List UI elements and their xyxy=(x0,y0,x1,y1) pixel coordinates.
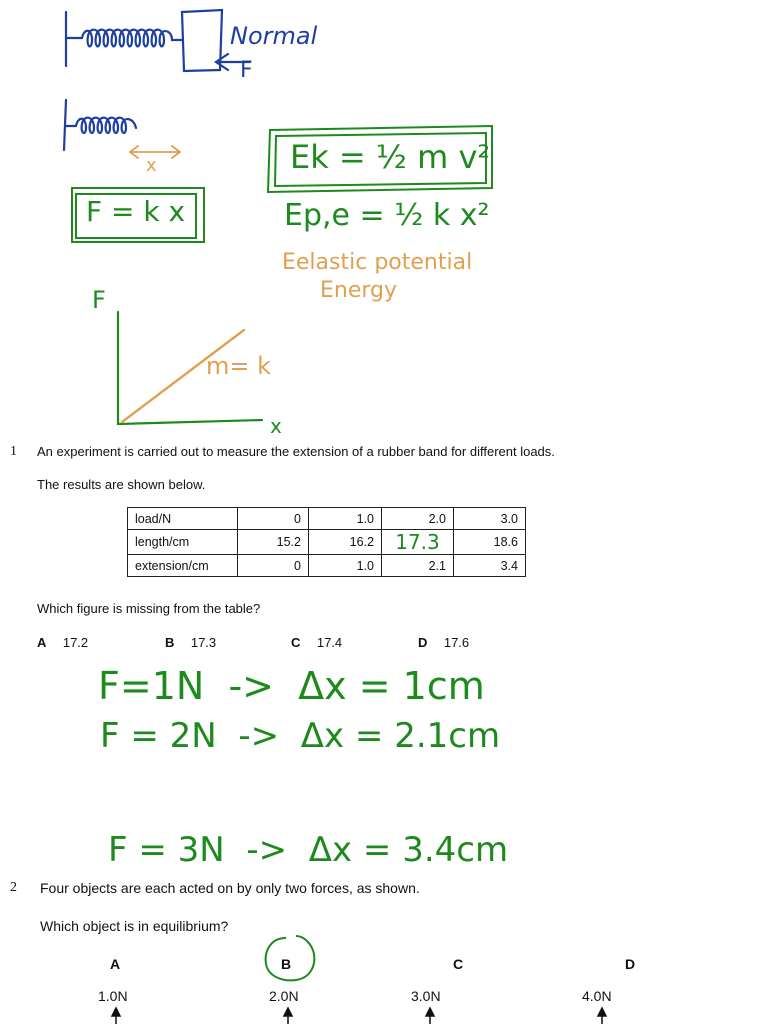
table-cell: 1.0 xyxy=(309,508,382,530)
kinetic-energy-formula: Ek = ½ m v² xyxy=(290,138,491,176)
table-cell: 1.0 xyxy=(309,555,382,577)
question-lead: The results are shown below. xyxy=(37,477,206,492)
elastic-caption-line1: Eelastic potential xyxy=(282,250,473,275)
normal-force-label: Normal xyxy=(230,22,318,50)
option-value: 17.2 xyxy=(62,635,89,650)
option-letter: B xyxy=(165,635,175,650)
object-d-label: D xyxy=(625,956,636,972)
table-cell: 2.0 xyxy=(382,508,454,530)
object-b-label: B xyxy=(281,956,292,972)
table-cell: 3.4 xyxy=(454,555,526,577)
question-prompt: Which figure is missing from the table? xyxy=(37,601,261,616)
graph-x-axis-label: x xyxy=(270,414,282,438)
option-value: 17.3 xyxy=(190,635,217,650)
working-line-3: F = 3N -> Δx = 3.4cm xyxy=(108,830,509,870)
option-letter: D xyxy=(418,635,428,650)
hooke-law-formula: F = k x xyxy=(86,195,186,228)
table-cell: 2.1 xyxy=(382,555,454,577)
object-d-force: 4.0N xyxy=(582,988,612,1004)
object-b-force: 2.0N xyxy=(269,988,299,1004)
row-label: length/cm xyxy=(128,530,238,555)
table-cell: 0 xyxy=(238,508,309,530)
table-cell-missing xyxy=(382,530,454,555)
table-cell: 3.0 xyxy=(454,508,526,530)
question-prompt: Which object is in equilibrium? xyxy=(40,918,229,934)
handwritten-answer: 17.3 xyxy=(395,530,440,554)
spring-diagram-2 xyxy=(64,100,136,150)
row-label: load/N xyxy=(128,508,238,530)
option-letter: A xyxy=(37,635,47,650)
table-row xyxy=(128,555,526,577)
force-arrows xyxy=(112,1008,606,1024)
option-a[interactable] xyxy=(37,634,88,652)
results-table xyxy=(127,507,526,577)
graph-slope-label: m= k xyxy=(206,352,272,380)
spring-diagram-1 xyxy=(66,10,250,71)
table-cell: 16.2 xyxy=(309,530,382,555)
question-stem: An experiment is carried out to measure the extension of a rubber band for different loads. xyxy=(37,444,555,459)
option-c[interactable] xyxy=(291,634,342,652)
question-number: 1 xyxy=(10,444,17,459)
option-value: 17.6 xyxy=(443,635,470,650)
table-row xyxy=(128,508,526,530)
question-number: 2 xyxy=(10,880,17,895)
force-arrow-label: F xyxy=(240,58,253,83)
object-a-label: A xyxy=(110,956,121,972)
elastic-energy-formula: Ep,e = ½ k x² xyxy=(284,198,490,233)
table-cell: 15.2 xyxy=(238,530,309,555)
table-row xyxy=(128,530,526,555)
object-c-force: 3.0N xyxy=(411,988,441,1004)
working-line-2: F = 2N -> Δx = 2.1cm xyxy=(100,716,501,756)
object-a-force: 1.0N xyxy=(98,988,128,1004)
table-cell: 0 xyxy=(238,555,309,577)
option-b[interactable] xyxy=(165,634,216,652)
working-line-1: F=1N -> Δx = 1cm xyxy=(98,664,485,708)
question-stem: Four objects are each acted on by only two forces, as shown. xyxy=(40,880,420,896)
option-value: 17.4 xyxy=(316,635,343,650)
option-letter: C xyxy=(291,635,301,650)
table-cell: 18.6 xyxy=(454,530,526,555)
row-label: extension/cm xyxy=(128,555,238,577)
graph-y-axis-label: F xyxy=(92,286,106,314)
extension-x-label: x xyxy=(146,155,157,176)
elastic-caption-line2: Energy xyxy=(320,278,398,303)
object-c-label: C xyxy=(453,956,464,972)
option-d[interactable] xyxy=(418,634,469,652)
